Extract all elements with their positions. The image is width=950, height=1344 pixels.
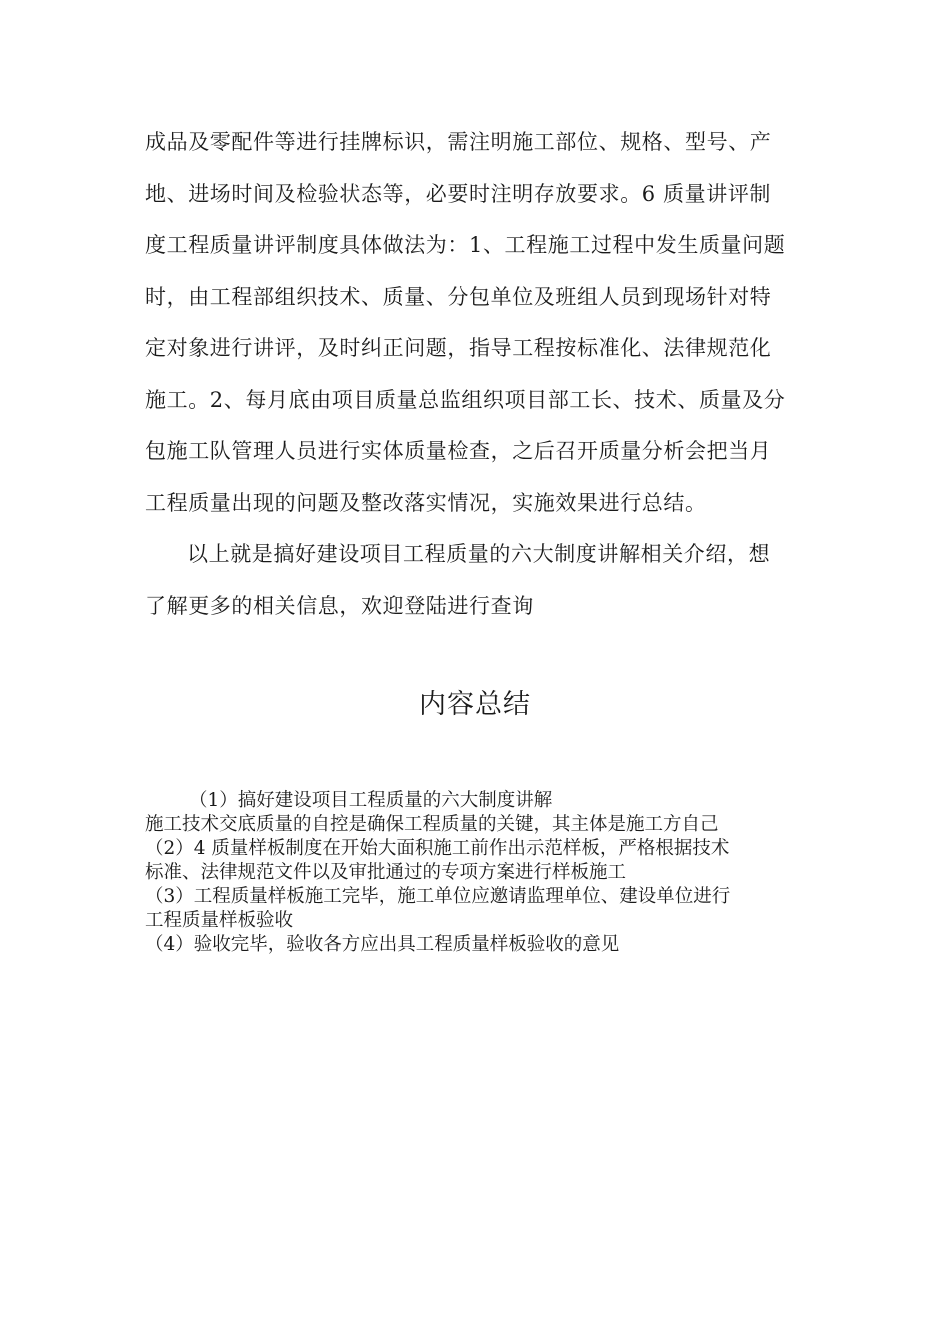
- summary-line: （1）搞好建设项目工程质量的六大制度讲解: [189, 790, 553, 811]
- paragraph-line: 包施工队管理人员进行实体质量检查，之后召开质量分析会把当月: [145, 439, 772, 463]
- paragraph-line: 了解更多的相关信息，欢迎登陆进行查询: [145, 593, 534, 618]
- summary-line: 标准、法律规范文件以及审批通过的专项方案进行样板施工: [145, 862, 627, 883]
- body-text: [145, 117, 810, 632]
- paragraph-line: 度工程质量讲评制度具体做法为：1、工程施工过程中发生质量问题: [145, 233, 786, 257]
- summary-line: （3）工程质量样板施工完毕，施工单位应邀请监理单位、建设单位进行: [145, 886, 731, 907]
- paragraph-line: 施工。2、每月底由项目质量总监组织项目部工长、技术、质量及分: [145, 387, 786, 412]
- summary-line: 工程质量样板验收: [145, 910, 294, 931]
- paragraph-line: 以上就是搞好建设项目工程质量的六大制度讲解相关介绍，想: [187, 542, 771, 566]
- paragraph-line: 定对象进行讲评，及时纠正问题，指导工程按标准化、法律规范化: [145, 336, 772, 360]
- summary-section: [145, 789, 815, 957]
- summary-line: 施工技术交底质量的自控是确保工程质量的关键，其主体是施工方自己: [145, 814, 719, 835]
- paragraph-line: 工程质量出现的问题及整改落实情况，实施效果进行总结。: [145, 490, 707, 515]
- summary-line: （2）4 质量样板制度在开始大面积施工前作出示范样板，严格根据技术: [145, 838, 730, 859]
- summary-title: 内容总结: [419, 689, 531, 720]
- paragraph-line: 时，由工程部组织技术、质量、分包单位及班组人员到现场针对特: [145, 284, 772, 309]
- paragraph-line: 地、进场时间及检验状态等，必要时注明存放要求。6 质量讲评制: [145, 181, 772, 206]
- paragraph-line: 成品及零配件等进行挂牌标识，需注明施工部位、规格、型号、产: [145, 130, 772, 154]
- summary-line: （4）验收完毕，验收各方应出具工程质量样板验收的意见: [145, 934, 620, 955]
